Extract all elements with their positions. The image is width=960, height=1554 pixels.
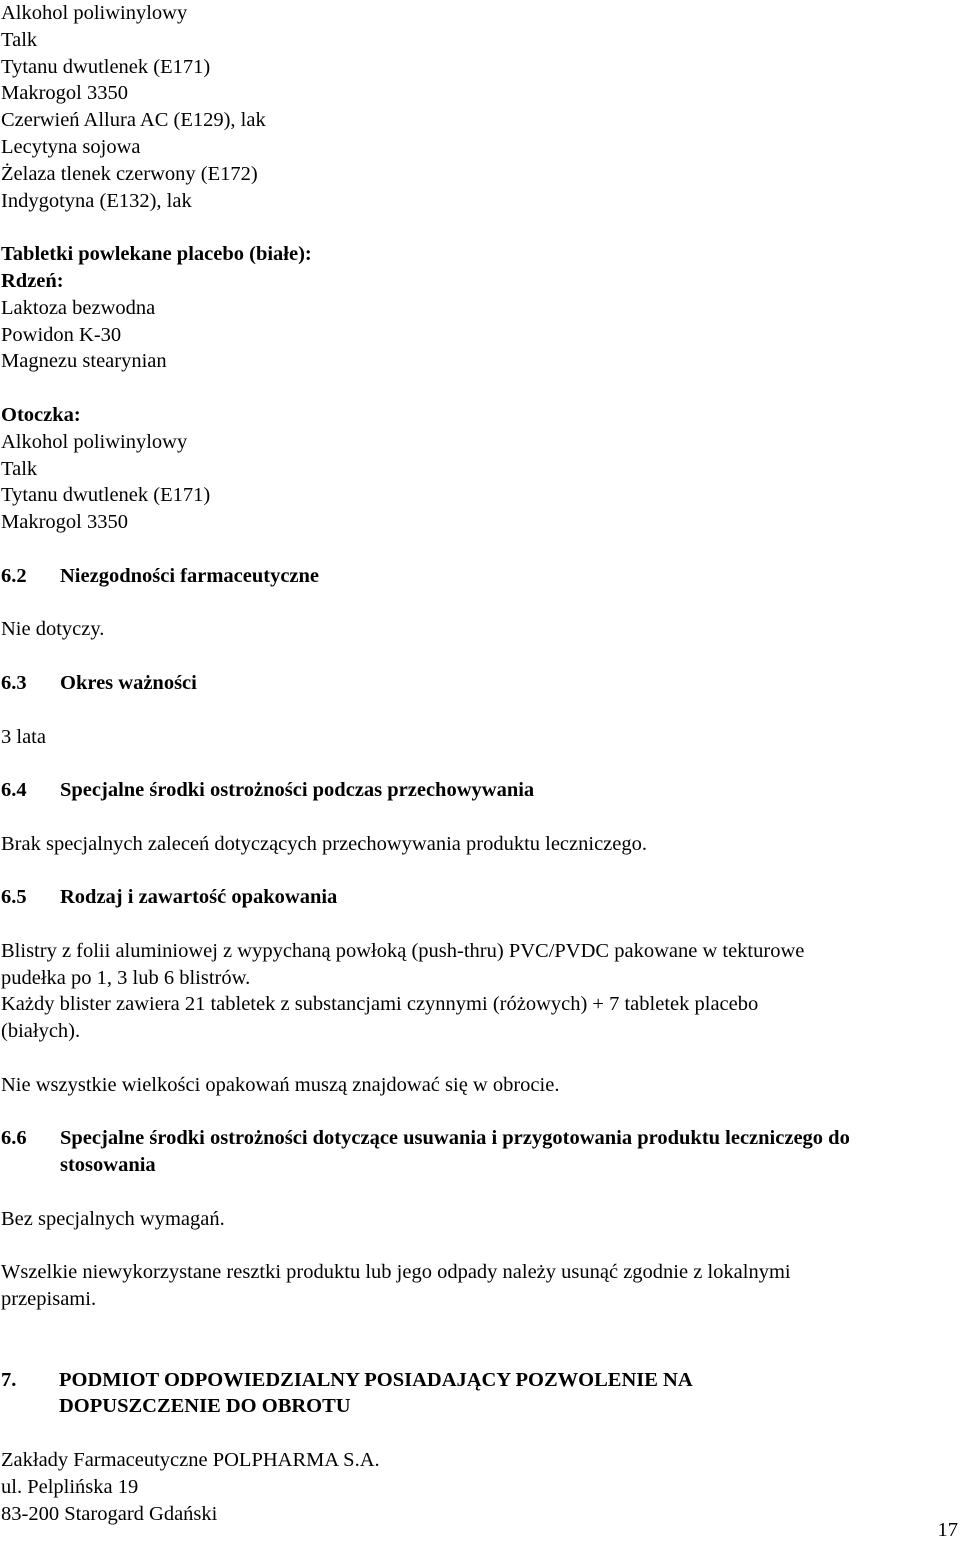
core-item: Laktoza bezwodna (1, 296, 156, 319)
coating-label: Otoczka: (1, 403, 81, 426)
section-number: 6.4 (1, 779, 27, 802)
coating-item: Tytanu dwutlenek (E171) (1, 55, 211, 78)
section-text: przepisami. (1, 1288, 97, 1311)
section-heading-6-6 (1, 1125, 959, 1179)
section-heading-6-2 (1, 563, 959, 590)
coating-item: Indygotyna (E132), lak (1, 189, 192, 212)
core-item: Magnezu stearynian (1, 350, 167, 373)
section-number: 6.2 (1, 564, 27, 587)
coating-item: Makrogol 3350 (1, 511, 128, 534)
section-text: pudełka po 1, 3 lub 6 blistrów. (1, 966, 251, 989)
section-title-line: Specjalne środki ostrożności dotyczące usuwania i przygotowania produktu leczniczego do (60, 1127, 850, 1150)
section-heading-6-3 (1, 670, 959, 697)
company-name: Zakłady Farmaceutyczne POLPHARMA S.A. (1, 1449, 380, 1472)
section-title: Okres ważności (60, 671, 197, 694)
section-text: Nie wszystkie wielkości opakowań muszą znajdować się w obrocie. (1, 1073, 560, 1096)
section-title-line: PODMIOT ODPOWIEDZIALNY POSIADAJĄCY POZWOLENIE NA (59, 1368, 693, 1391)
section-text: (białych). (1, 1020, 81, 1043)
section-heading-6-4 (1, 777, 959, 804)
section-text: Brak specjalnych zaleceń dotyczących przechowywania produktu leczniczego. (1, 832, 648, 855)
core-label: Rdzeń: (1, 269, 64, 292)
page-number: 17 (937, 1519, 958, 1541)
document-page (1, 0, 959, 1527)
coating-item: Tytanu dwutlenek (E171) (1, 484, 211, 507)
coating-item: Lecytyna sojowa (1, 135, 141, 158)
coating-item: Talk (1, 457, 38, 480)
coating-item: Makrogol 3350 (1, 82, 128, 105)
pink-coating-list (1, 0, 959, 214)
section-title-line: DOPUSZCZENIE DO OBROTU (59, 1395, 351, 1418)
section-text: Bez specjalnych wymagań. (1, 1207, 225, 1230)
section-heading-7 (1, 1367, 959, 1421)
section-title: Rodzaj i zawartość opakowania (60, 886, 338, 909)
section-number: 7. (1, 1368, 17, 1391)
city-address: 83-200 Starogard Gdański (1, 1502, 218, 1525)
section-title: Niezgodności farmaceutyczne (60, 564, 320, 587)
coating-item: Żelaza tlenek czerwony (E172) (1, 162, 258, 185)
company-address (1, 1447, 959, 1527)
section-number: 6.3 (1, 671, 27, 694)
section-title-line: stosowania (60, 1154, 156, 1177)
section-number: 6.6 (1, 1127, 27, 1150)
core-item: Powidon K-30 (1, 323, 122, 346)
section-text: Każdy blister zawiera 21 tabletek z substancjami czynnymi (różowych) + 7 tabletek placebo (1, 993, 759, 1016)
coating-item: Alkohol poliwinylowy (1, 430, 188, 453)
section-text: 3 lata (1, 725, 46, 748)
coating-item: Czerwień Allura AC (E129), lak (1, 109, 266, 132)
section-title (60, 1125, 959, 1179)
section-text: Nie dotyczy. (1, 618, 105, 641)
section-title: Specjalne środki ostrożności podczas przechowywania (60, 779, 535, 802)
section-text: Blistry z folii aluminiowej z wypychaną powłoką (push-thru) PVC/PVDC pakowane w tekturowe (1, 939, 805, 962)
placebo-heading: Tabletki powlekane placebo (białe): (1, 243, 312, 266)
placebo-section (1, 241, 959, 536)
coating-item: Talk (1, 28, 38, 51)
coating-item: Alkohol poliwinylowy (1, 2, 188, 24)
section-title (59, 1367, 959, 1421)
section-heading-6-5 (1, 884, 959, 911)
section-number: 6.5 (1, 886, 27, 909)
section-text: Wszelkie niewykorzystane resztki produktu lub jego odpady należy usunąć zgodnie z lokalnymi (1, 1261, 791, 1284)
street-address: ul. Pelplińska 19 (1, 1475, 139, 1498)
